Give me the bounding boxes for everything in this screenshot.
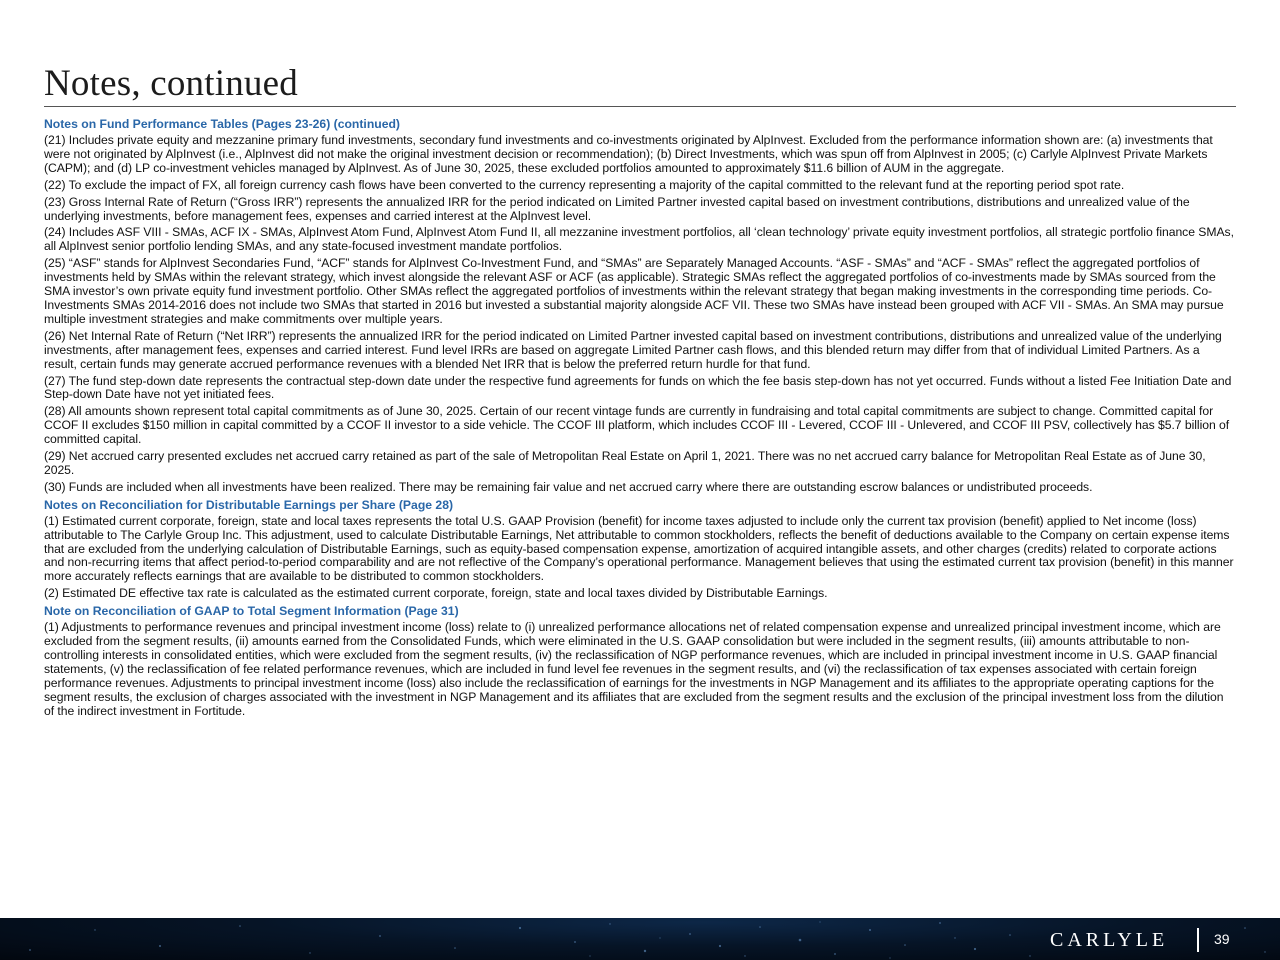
note-26: (26) Net Internal Rate of Return (“Net IRR”) represents the annualized IRR for the period indicated on Limited Partner invested capital based on investment contributions, distributions and unrealized value of the underlying investments, after management fees, expenses and carried interest. Fund level IRRs are based on aggregate Limited Partner cash flows, and this blended return may differ from that of individual Limited Partners. As a result, certain funds may generate accrued performance revenues with a blended Net IRR that is below the preferred return hurdle for that fund.	[44, 328, 1222, 371]
note-1-gaap: (1) Adjustments to performance revenues and principal investment income (loss) relate to (i) unrealized performance allocations net of related compensation expense and unrealized principal investment income, which are excluded from the segment results, (ii) amounts earned from the Consolidated Funds, which were eliminated in the U.S. GAAP consolidation but were included in the segment results, (iii) amounts attributable to non-controlling interests in consolidated entities, which were excluded from the segment results, (iv) the reclassification of NGP performance revenues, which are included in principal investment income in U.S. GAAP financial statements, (v) the reclassification of fee related performance revenues, which are included in fund level fee revenues in the segment results, and (vi) the reclassification of tax expenses associated with certain foreign performance revenues. Adjustments to principal investment income (loss) also include the reclassification of earnings for the investments in NGP Management and its affiliates to the appropriate operating captions for the segment results, the exclusion of charges associated with the investment in NGP Management and its affiliates that are excluded from the segment results and the exclusion of the principal investment loss from the dilution of the indirect investment in Fortitude.	[44, 620, 1224, 718]
section-gaap-segment	[44, 604, 1234, 718]
page-title: Notes, continued	[44, 63, 298, 104]
note-25: (25) “ASF” stands for AlpInvest Secondaries Fund, “ACF” stands for AlpInvest Co-Investment Fund, and “SMAs” are Separately Managed Accounts. “ASF - SMAs” and “ACF - SMAs” reflect the aggregated portfolios of investments held by SMAs within the relevant strategy, which invest alongside the relevant ASF or ACF (as applicable). Strategic SMAs reflect the aggregated portfolios of co-investments made by SMAs sourced from the SMA investor’s own private equity fund investment portfolio. Other SMAs reflect the aggregated portfolios of investments within the relevant strategy that began making investments in the corresponding time periods. Co-Investments SMAs 2014-2016 does not include two SMAs that started in 2016 but invested a substantial majority alongside ACF VII. These two SMAs have instead been grouped with ACF VII - SMAs. An SMA may pursue multiple investment strategies and make commitments over multiple years.	[44, 256, 1224, 326]
note-23: (23) Gross Internal Rate of Return (“Gross IRR”) represents the annualized IRR for the period indicated on Limited Partner invested capital based on investment contributions, distributions and unrealized value of the underlying investments, before management fees, expenses and carried interest at the AlpInvest level.	[44, 194, 1190, 223]
section-heading: Notes on Reconciliation for Distributable Earnings per Share (Page 28)	[44, 497, 454, 512]
note-24: (24) Includes ASF VIII - SMAs, ACF IX - SMAs, AlpInvest Atom Fund, AlpInvest Atom Fund II, all mezzanine investment portfolios, all ‘clean technology’ private equity investment portfolios, all strategic portfolio finance SMAs, all AlpInvest senior portfolio lending SMAs, and any state-focused investment mandate portfolios.	[44, 225, 1234, 254]
title-divider	[44, 106, 1236, 107]
notes-content	[44, 117, 1234, 722]
section-heading: Notes on Fund Performance Tables (Pages 23-26) (continued)	[44, 117, 400, 131]
section-de-per-share	[44, 498, 1234, 601]
note-29: (29) Net accrued carry presented excludes net accrued carry retained as part of the sale of Metropolitan Real Estate on April 1, 2021. There was no net accrued carry balance for Metropolitan Real Estate as of June 30, 2025.	[44, 449, 1206, 477]
page-number: 39	[1214, 931, 1230, 947]
note-1-de: (1) Estimated current corporate, foreign, state and local taxes represents the total U.S. GAAP Provision (benefit) for income taxes adjusted to include only the current tax provision (benefit) applied to Net income (loss) attributable to The Carlyle Group Inc. This adjustment, used to calculate Distributable Earnings, Net attributable to common stockholders, reflects the benefit of deductions available to the Company on certain expense items that are excluded from the underlying calculation of Distributable Earnings, such as equity-based compensation expense, amortization of acquired intangible assets, and other charges (credits) related to corporate actions and non-recurring items that affect period-to-period comparability and are not reflective of the Company’s operational performance. Management believes that using the estimated current tax provision (benefit) in this manner more accurately reflects earnings that are available to be distributed to common stockholders.	[44, 513, 1234, 584]
section-heading: Note on Reconciliation of GAAP to Total Segment Information (Page 31)	[44, 604, 459, 619]
note-2-de: (2) Estimated DE effective tax rate is calculated as the estimated current corporate, foreign, state and local taxes divided by Distributable Earnings.	[44, 586, 828, 601]
carlyle-logo: CARLYLE	[1050, 929, 1169, 951]
note-30: (30) Funds are included when all investments have been realized. There may be remaining fair value and net accrued carry where there are outstanding escrow balances or undistributed proceeds.	[44, 479, 1093, 494]
note-22: (22) To exclude the impact of FX, all foreign currency cash flows have been converted to the currency representing a majority of the capital committed to the relevant fund at the reporting period spot rate.	[44, 177, 1125, 192]
note-21: (21) Includes private equity and mezzanine primary fund investments, secondary fund investments and co-investments originated by AlpInvest. Excluded from the performance information shown are: (a) investments that were not originated by AlpInvest (i.e., AlpInvest did not make the original investment decision or recommendation); (b) Direct Investments, which was spun off from AlpInvest in 2005; (c) Carlyle AlpInvest Private Markets (CAPM); and (d) LP co-investment vehicles managed by AlpInvest. As of June 30, 2025, these excluded portfolios amounted to approximately $11.6 billion of AUM in the aggregate.	[44, 133, 1213, 175]
note-27: (27) The fund step-down date represents the contractual step-down date under the respective fund agreements for funds on which the fee basis step-down has not yet occurred. Funds without a listed Fee Initiation Date and Step-down Date have not yet initiated fees.	[44, 373, 1232, 402]
section-fund-performance	[44, 117, 1234, 495]
note-28: (28) All amounts shown represent total capital commitments as of June 30, 2025. Certain of our recent vintage funds are currently in fundraising and total capital commitments are subject to change. Committed capital for CCOF II excludes $150 million in capital committed by a CCOF II investor to a side vehicle. The CCOF III platform, which includes CCOF III - Levered, CCOF III - Unlevered, and CCOF III PSV, collectively has $5.7 billion of committed capital.	[44, 404, 1230, 447]
footer-separator	[1197, 928, 1199, 952]
